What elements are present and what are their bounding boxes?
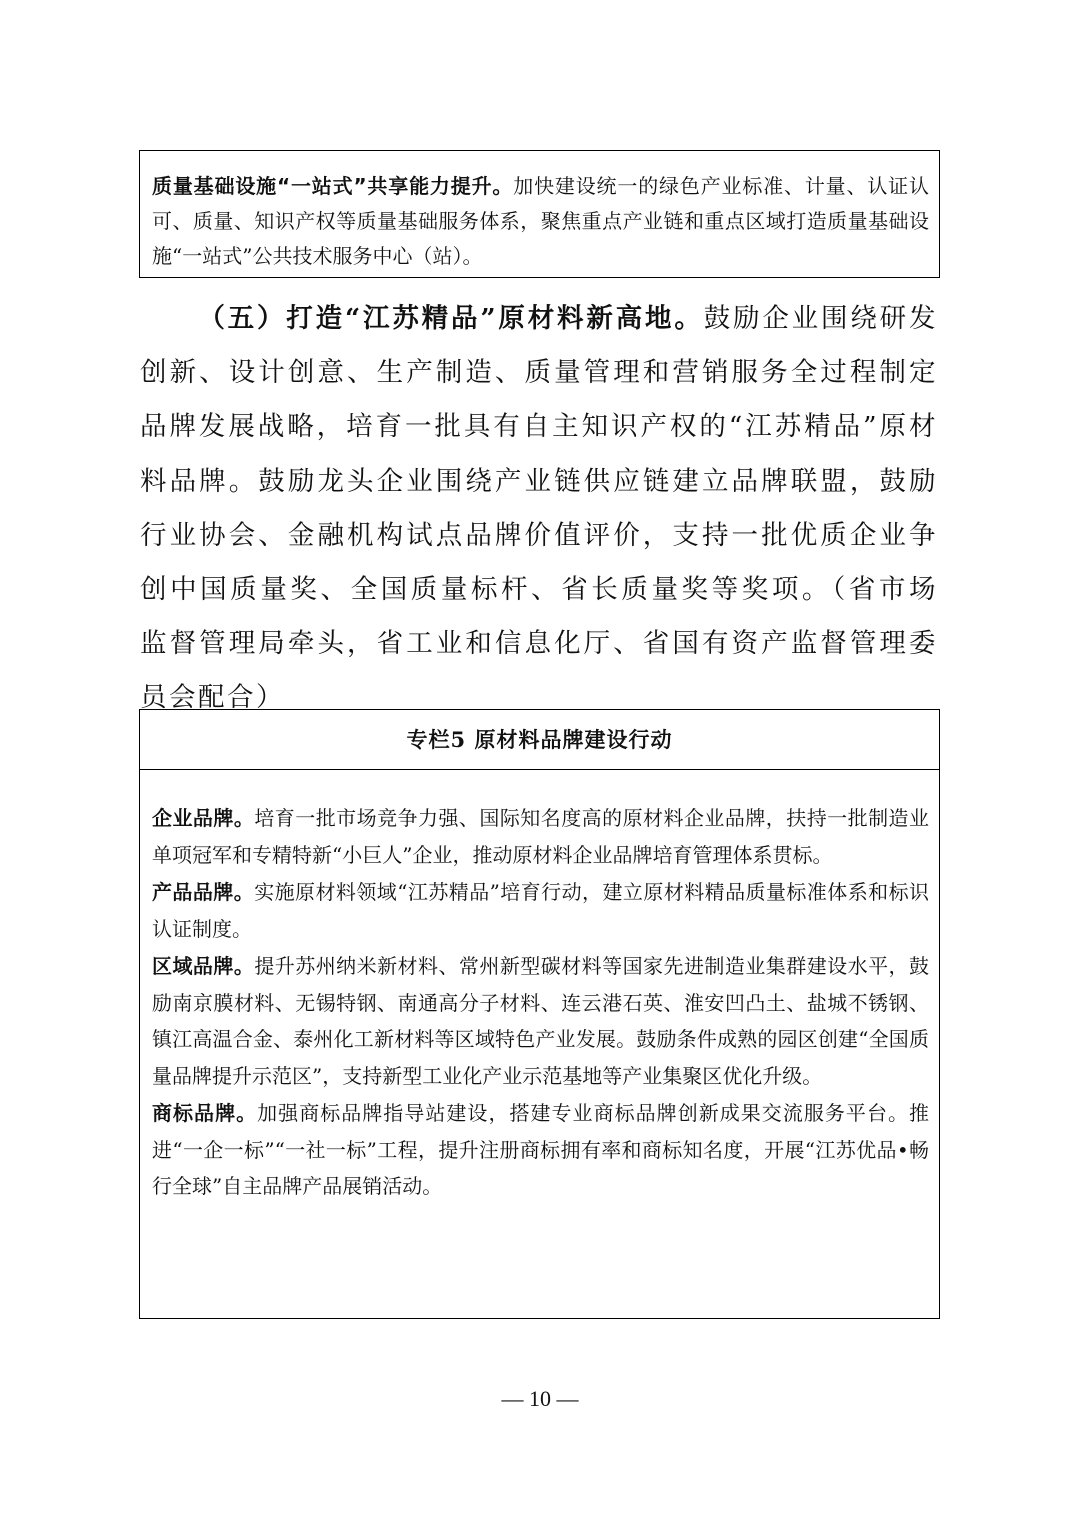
quality-infrastructure-lead: 质量基础设施“一站式”共享能力提升。 bbox=[152, 174, 514, 198]
quality-infrastructure-text: 加快建设统一的绿色产业标准、计量、认证认可、质量、知识产权等质量基础服务体系，聚焦重点产业链和重点区域打造质量基础设施“一站式”公共技术服务中心（站）。 bbox=[152, 174, 930, 268]
column-5-box bbox=[139, 709, 940, 1319]
product-brand-item bbox=[152, 874, 929, 947]
quality-infrastructure-box bbox=[139, 150, 940, 278]
enterprise-brand-item bbox=[152, 800, 929, 873]
regional-brand-item bbox=[152, 948, 929, 1094]
quality-infrastructure-paragraph bbox=[152, 169, 929, 274]
enterprise-brand-lead: 企业品牌。 bbox=[152, 806, 255, 830]
trademark-brand-lead: 商标品牌。 bbox=[152, 1101, 258, 1125]
enterprise-brand-text: 培育一批市场竞争力强、国际知名度高的原材料企业品牌，扶持一批制造业单项冠军和专精特新“小巨人”企业，推动原材料企业品牌培育管理体系贯标。 bbox=[152, 806, 930, 867]
column-5-title: 专栏5 原材料品牌建设行动 bbox=[140, 710, 939, 770]
page-number: — 10 — bbox=[501, 1386, 579, 1411]
trademark-brand-text: 加强商标品牌指导站建设，搭建专业商标品牌创新成果交流服务平台。推进“一企一标”“一社一标”工程，提升注册商标拥有率和商标知名度，开展“江苏优品•畅行全球”自主品牌产品展销活动。 bbox=[152, 1101, 930, 1198]
column-5-body bbox=[140, 770, 939, 1205]
regional-brand-text: 提升苏州纳米新材料、常州新型碳材料等国家先进制造业集群建设水平，鼓励南京膜材料、无锡特钢、南通高分子材料、连云港石英、淮安凹凸土、盐城不锈钢、镇江高温合金、泰州化工新材料等区域特色产业发展。鼓励条件成熟的园区创建“全国质量品牌提升示范区”，支持新型工业化产业示范基地等产业集聚区优化升级。 bbox=[152, 954, 930, 1088]
product-brand-lead: 产品品牌。 bbox=[152, 880, 255, 904]
section-five-text: 鼓励企业围绕研发创新、设计创意、生产制造、质量管理和营销服务全过程制定品牌发展战略，培育一批具有自主知识产权的“江苏精品”原材料品牌。鼓励龙头企业围绕产业链供应链建立品牌联盟，鼓励行业协会、金融机构试点品牌价值评价，支持一批优质企业争创中国质量奖、全国质量标杆、省长质量奖等奖项。（省市场监督管理局牵头，省工业和信息化厅、省国有资产监督管理委员会配合） bbox=[140, 303, 938, 714]
trademark-brand-item bbox=[152, 1095, 929, 1205]
section-five-heading: （五）打造“江苏精品”原材料新高地。 bbox=[198, 303, 704, 334]
regional-brand-lead: 区域品牌。 bbox=[152, 954, 255, 978]
section-five-paragraph bbox=[140, 292, 938, 726]
product-brand-text: 实施原材料领域“江苏精品”培育行动，建立原材料精品质量标准体系和标识认证制度。 bbox=[152, 880, 930, 941]
